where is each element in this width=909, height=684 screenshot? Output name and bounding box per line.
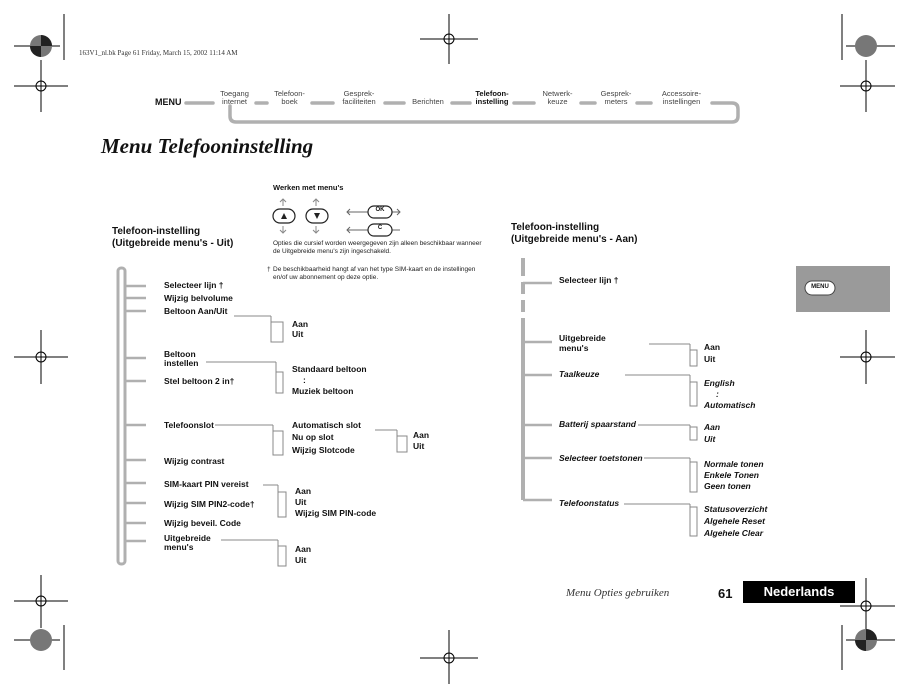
left-item-wijzig-belvolume: Wijzig belvolume xyxy=(164,293,233,303)
left-item-beltoon: Beltoon xyxy=(164,349,196,359)
left-item-uitgebreide: Uitgebreide xyxy=(164,533,211,543)
right-heading: Telefoon-instelling (Uitgebreide menu's - Aan) xyxy=(511,222,638,245)
opt-beltoon-uit: Uit xyxy=(292,329,304,339)
right-item-menus: menu's xyxy=(559,343,589,353)
opt-slot-uit: Uit xyxy=(413,441,425,451)
opt-nu-op-slot: Nu op slot xyxy=(292,432,334,442)
help-dagger: † xyxy=(267,266,271,273)
side-tab-menu-label: MENU xyxy=(811,284,829,290)
left-item-sim-pin-vereist: SIM-kaart PIN vereist xyxy=(164,479,249,489)
right-item-batterij-spaarstand: Batterij spaarstand xyxy=(559,419,636,429)
print-slug: 163V1_nl.bk Page 61 Friday, March 15, 2002 11:14 AM xyxy=(79,49,238,57)
opt-english: English xyxy=(704,378,735,388)
help-note-sim: De beschikbaarheid hangt af van het type SIM-kaart en de instellingen en/of uw abonnement op deze optie. xyxy=(273,266,476,281)
nav-item-accessoire-instellingen: Accessoire- instellingen xyxy=(661,89,702,106)
left-item-wijzig-sim-pin2: Wijzig SIM PIN2-code† xyxy=(164,499,255,509)
opt-r-uitgebreide-aan: Aan xyxy=(704,342,721,352)
nav-item-toegang-internet: Toegang internet xyxy=(220,89,249,106)
opt-beltoon-aan: Aan xyxy=(292,319,309,329)
opt-automatisch-slot: Automatisch slot xyxy=(292,420,361,430)
nav-item-berichten: Berichten xyxy=(412,97,444,106)
c-key-label: C xyxy=(377,225,383,231)
nav-item-telefoonboek: Telefoon- boek xyxy=(274,89,305,106)
help-note-italic: Opties die cursief worden weergegeven zijn alleen beschikbaar wanneer de Uitgebreide menu's zijn ingeschakeld. xyxy=(273,240,482,255)
opt-wijzig-slotcode: Wijzig Slotcode xyxy=(292,445,355,455)
nav-menu-label: MENU xyxy=(155,97,182,107)
opt-taal-dots: : xyxy=(716,389,719,399)
opt-geen-tonen: Geen tonen xyxy=(704,481,751,491)
opt-slot-aan: Aan xyxy=(413,430,430,440)
page-title: Menu Telefooninstelling xyxy=(101,134,314,158)
page-number: 61 xyxy=(718,586,733,601)
right-item-telefoonstatus: Telefoonstatus xyxy=(559,498,620,508)
opt-enkele-tonen: Enkele Tonen xyxy=(704,470,759,480)
left-item-beltoon-aan-uit: Beltoon Aan/Uit xyxy=(164,306,228,316)
left-item-stel-beltoon-2: Stel beltoon 2 in† xyxy=(164,376,235,386)
opt-algehele-clear: Algehele Clear xyxy=(704,528,764,538)
opt-standaard-beltoon: Standaard beltoon xyxy=(292,364,367,374)
opt-wijzig-sim-pin: Wijzig SIM PIN-code xyxy=(295,508,377,518)
right-tree xyxy=(523,258,697,536)
right-item-taalkeuze: Taalkeuze xyxy=(559,369,600,379)
opt-batterij-uit: Uit xyxy=(704,434,716,444)
left-item-wijzig-contrast: Wijzig contrast xyxy=(164,456,225,466)
help-heading: Werken met menu's xyxy=(273,183,344,192)
right-item-selecteer-lijn: Selecteer lijn † xyxy=(559,275,619,285)
language-label: Nederlands xyxy=(743,581,855,603)
left-item-menus: menu's xyxy=(164,542,194,552)
opt-statusoverzicht: Statusoverzicht xyxy=(704,504,768,514)
opt-muziek-beltoon: Muziek beltoon xyxy=(292,386,354,396)
left-item-instellen: instellen xyxy=(164,358,199,368)
opt-r-uitgebreide-uit: Uit xyxy=(704,354,716,364)
left-item-selecteer-lijn: Selecteer lijn † xyxy=(164,280,224,290)
footer-section-title: Menu Opties gebruiken xyxy=(566,587,670,599)
right-item-uitgebreide: Uitgebreide xyxy=(559,333,606,343)
opt-algehele-reset: Algehele Reset xyxy=(704,516,765,526)
nav-item-gesprekfaciliteiten: Gesprek- faciliteiten xyxy=(342,89,376,106)
left-item-wijzig-beveil-code: Wijzig beveil. Code xyxy=(164,518,241,528)
opt-pin-uit: Uit xyxy=(295,497,307,507)
left-tree xyxy=(118,268,407,566)
registration-circles xyxy=(30,35,877,651)
opt-automatisch: Automatisch xyxy=(704,400,756,410)
left-item-telefoonslot: Telefoonslot xyxy=(164,420,214,430)
ok-key-label: OK xyxy=(375,207,385,213)
opt-pin-aan: Aan xyxy=(295,486,312,496)
opt-uitgebreide-aan: Aan xyxy=(295,544,312,554)
left-heading: Telefoon-instelling (Uitgebreide menu's - Uit) xyxy=(112,226,234,249)
right-item-selecteer-toetstonen: Selecteer toetstonen xyxy=(559,453,643,463)
opt-normale-tonen: Normale tonen xyxy=(704,459,764,469)
opt-beltoon-dots: : xyxy=(303,375,306,385)
nav-item-telefooninstelling: Telefoon- instelling xyxy=(475,89,509,106)
nav-item-netwerkkeuze: Netwerk- keuze xyxy=(542,89,573,106)
opt-batterij-aan: Aan xyxy=(704,422,721,432)
nav-item-gesprekmeters: Gesprek- meters xyxy=(600,89,632,106)
opt-uitgebreide-uit: Uit xyxy=(295,555,307,565)
